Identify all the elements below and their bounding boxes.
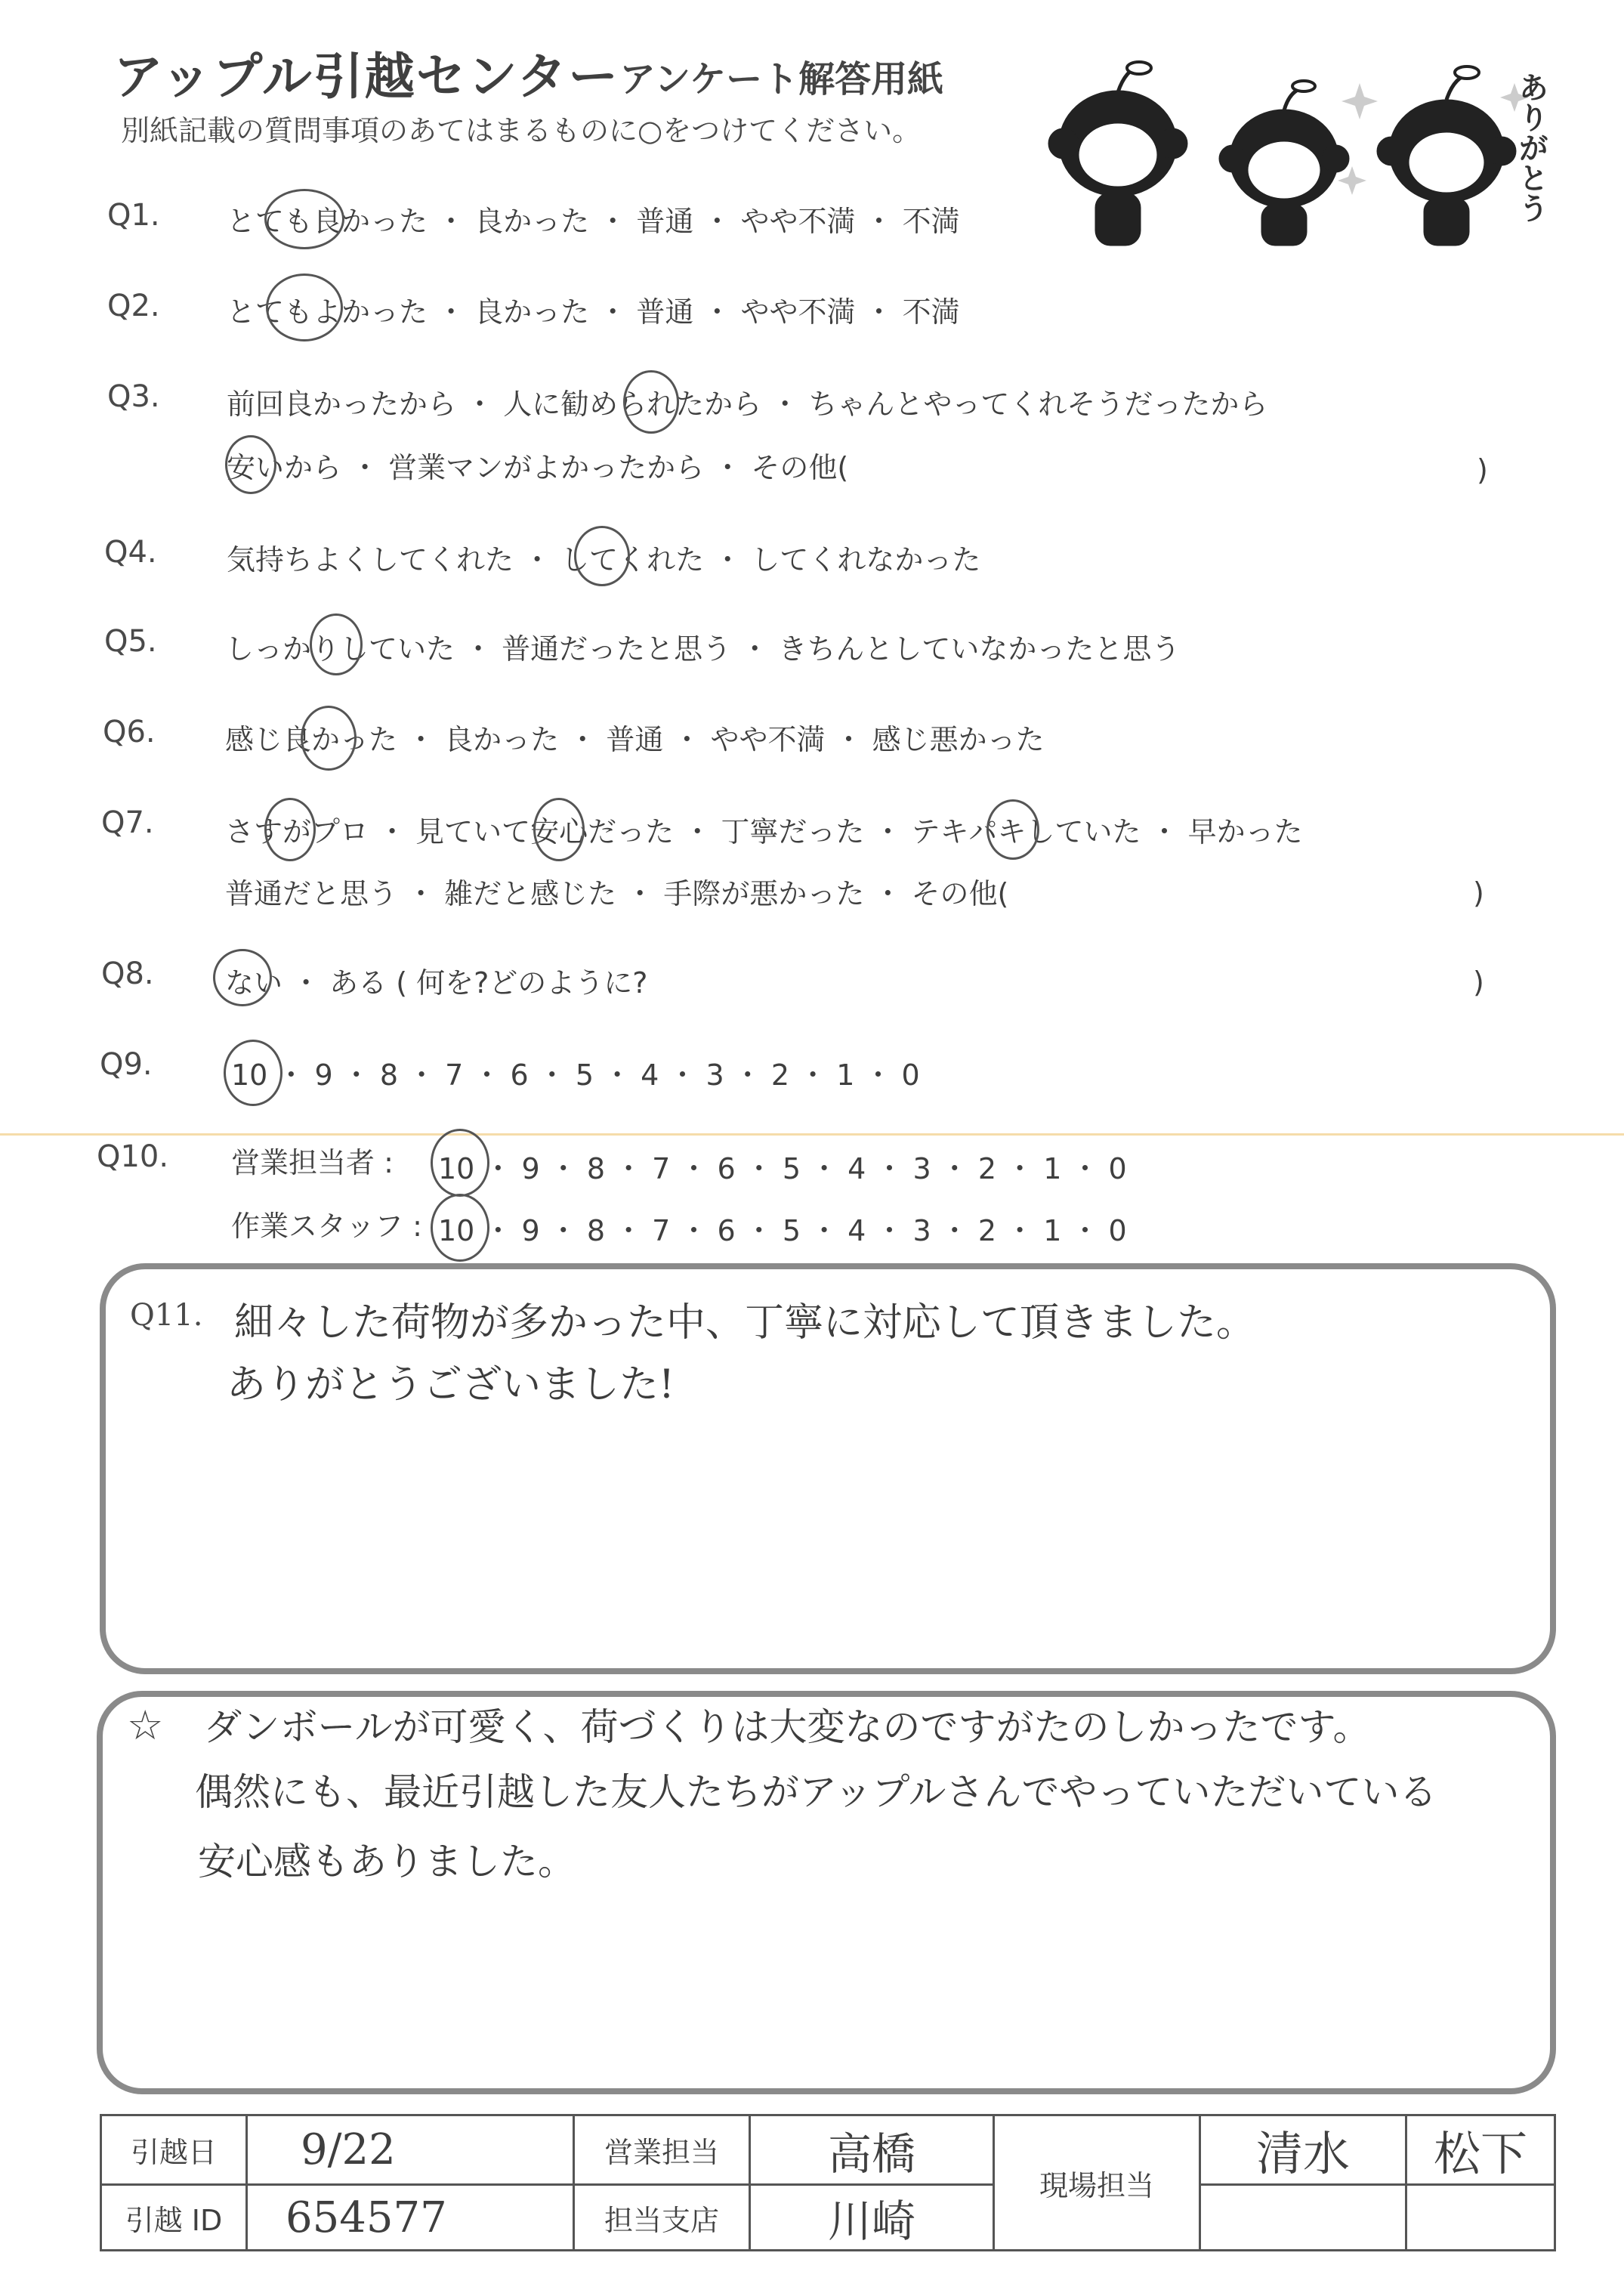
q3-options-line1: 前回良かったから ・ 人に勧められたから ・ ちゃんとやってくれそうだったから	[227, 388, 1268, 421]
form-title: アップル引越センター	[113, 48, 620, 106]
move-id-value: 654577	[247, 2185, 574, 2251]
q7-options-line2: 普通だと思う ・ 雑だと感じた ・ 手際が悪かった ・ その他(	[225, 877, 1009, 910]
q9-scale: 10 ・ 9 ・ 8 ・ 7 ・ 6 ・ 5 ・ 4 ・ 3 ・ 2 ・ 1 ・ 0	[231, 1058, 920, 1092]
answer-circle-q1	[264, 189, 344, 249]
q3-label: Q3.	[107, 379, 160, 414]
comment-line3: 安心感もありました。	[198, 1840, 576, 1884]
move-date-label: 引越日	[101, 2115, 247, 2185]
comment-line1: ダンボールが可愛く、荷づくりは大変なのですがたのしかったです。	[204, 1705, 1371, 1749]
answer-circle-q10a	[431, 1129, 489, 1197]
answer-circle-q7c	[986, 799, 1039, 860]
q1-options: とても良かった ・ 良かった ・ 普通 ・ やや不満 ・ 不満	[227, 205, 960, 238]
q4-options: 気持ちよくしてくれた ・ してくれた ・ してくれなかった	[227, 543, 981, 576]
branch-label: 担当支店	[574, 2185, 750, 2251]
q10-label: Q10.	[97, 1139, 169, 1174]
q7-options-line1: さすがプロ ・ 見ていて安心だった ・ 丁寧だった ・ テキパキしていた ・ 早かった	[225, 815, 1303, 848]
q8-label: Q8.	[101, 956, 154, 991]
answer-circle-q5	[310, 613, 363, 675]
q11-label: Q11.	[130, 1298, 203, 1333]
move-id-label: 引越 ID	[101, 2185, 247, 2251]
q7-label: Q7.	[101, 805, 154, 840]
q10-staff-label: 作業スタッフ :	[231, 1210, 422, 1243]
mascot-text: ありがとう	[1514, 72, 1548, 223]
move-date-value: 9/22	[247, 2115, 574, 2185]
answer-circle-q7a	[264, 798, 316, 861]
sales-value: 高橋	[750, 2115, 994, 2185]
answer-circle-q9	[224, 1040, 283, 1106]
q10-staff-scale: 10 ・ 9 ・ 8 ・ 7 ・ 6 ・ 5 ・ 4 ・ 3 ・ 2 ・ 1 ・ 0	[438, 1214, 1127, 1247]
answer-circle-q8	[213, 949, 272, 1006]
site-staff-2: 松下	[1406, 2115, 1555, 2185]
q1-label: Q1.	[107, 198, 160, 233]
scan-guide-line	[0, 1133, 1624, 1136]
q3-close-paren: )	[1477, 453, 1488, 487]
q9-label: Q9.	[100, 1047, 153, 1082]
site-label: 現場担当	[994, 2115, 1200, 2251]
q10-sales-scale: 10 ・ 9 ・ 8 ・ 7 ・ 6 ・ 5 ・ 4 ・ 3 ・ 2 ・ 1 ・ 0	[438, 1152, 1127, 1185]
q2-label: Q2.	[107, 289, 160, 323]
comment-box	[97, 1691, 1556, 2094]
answer-circle-q3	[623, 370, 679, 434]
q6-label: Q6.	[103, 715, 156, 749]
q7-close-paren: )	[1473, 876, 1484, 910]
site-staff-1: 清水	[1200, 2115, 1406, 2185]
q8-options: ない ・ ある ( 何を?どのように?	[225, 966, 648, 1000]
q10-sales-label: 営業担当者 :	[231, 1146, 394, 1179]
site-staff-1-empty	[1200, 2185, 1406, 2251]
comment-line2: 偶然にも、最近引越した友人たちがアップルさんでやっていただいている	[195, 1770, 1437, 1814]
answer-circle-q4	[574, 526, 630, 586]
branch-value: 川崎	[750, 2185, 994, 2251]
q2-options: とてもよかった ・ 良かった ・ 普通 ・ やや不満 ・ 不満	[227, 295, 960, 329]
star-icon: ☆	[127, 1701, 164, 1749]
q5-label: Q5.	[104, 624, 157, 659]
answer-circle-q7b	[533, 798, 585, 861]
answer-circle-q6	[301, 706, 357, 771]
q3-options-line2: 安いから ・ 営業マンがよかったから ・ その他(	[227, 451, 849, 484]
q6-options: 感じ良かった ・ 良かった ・ 普通 ・ やや不満 ・ 感じ悪かった	[225, 723, 1045, 756]
monkey-mascot-icon	[1035, 53, 1579, 249]
sales-label: 営業担当	[574, 2115, 750, 2185]
q5-options: しっかりしていた ・ 普通だったと思う ・ きちんとしていなかったと思う	[225, 632, 1181, 666]
q4-label: Q4.	[104, 535, 157, 570]
instructions: 別紙記載の質問事項のあてはまるものに○をつけてください。	[121, 114, 922, 147]
answer-circle-q2	[266, 273, 343, 341]
answer-circle-q3b	[225, 435, 276, 494]
footer-table	[100, 2114, 1556, 2251]
site-staff-2-empty	[1406, 2185, 1555, 2251]
answer-circle-q10b	[431, 1194, 489, 1262]
q11-answer-line2: ありがとうございました!	[227, 1362, 675, 1408]
q8-close-paren: )	[1473, 966, 1484, 999]
q11-answer-line1: 細々した荷物が多かった中、丁寧に対応して頂きました。	[234, 1300, 1256, 1346]
form-subtitle: アンケート解答用紙	[619, 58, 944, 100]
